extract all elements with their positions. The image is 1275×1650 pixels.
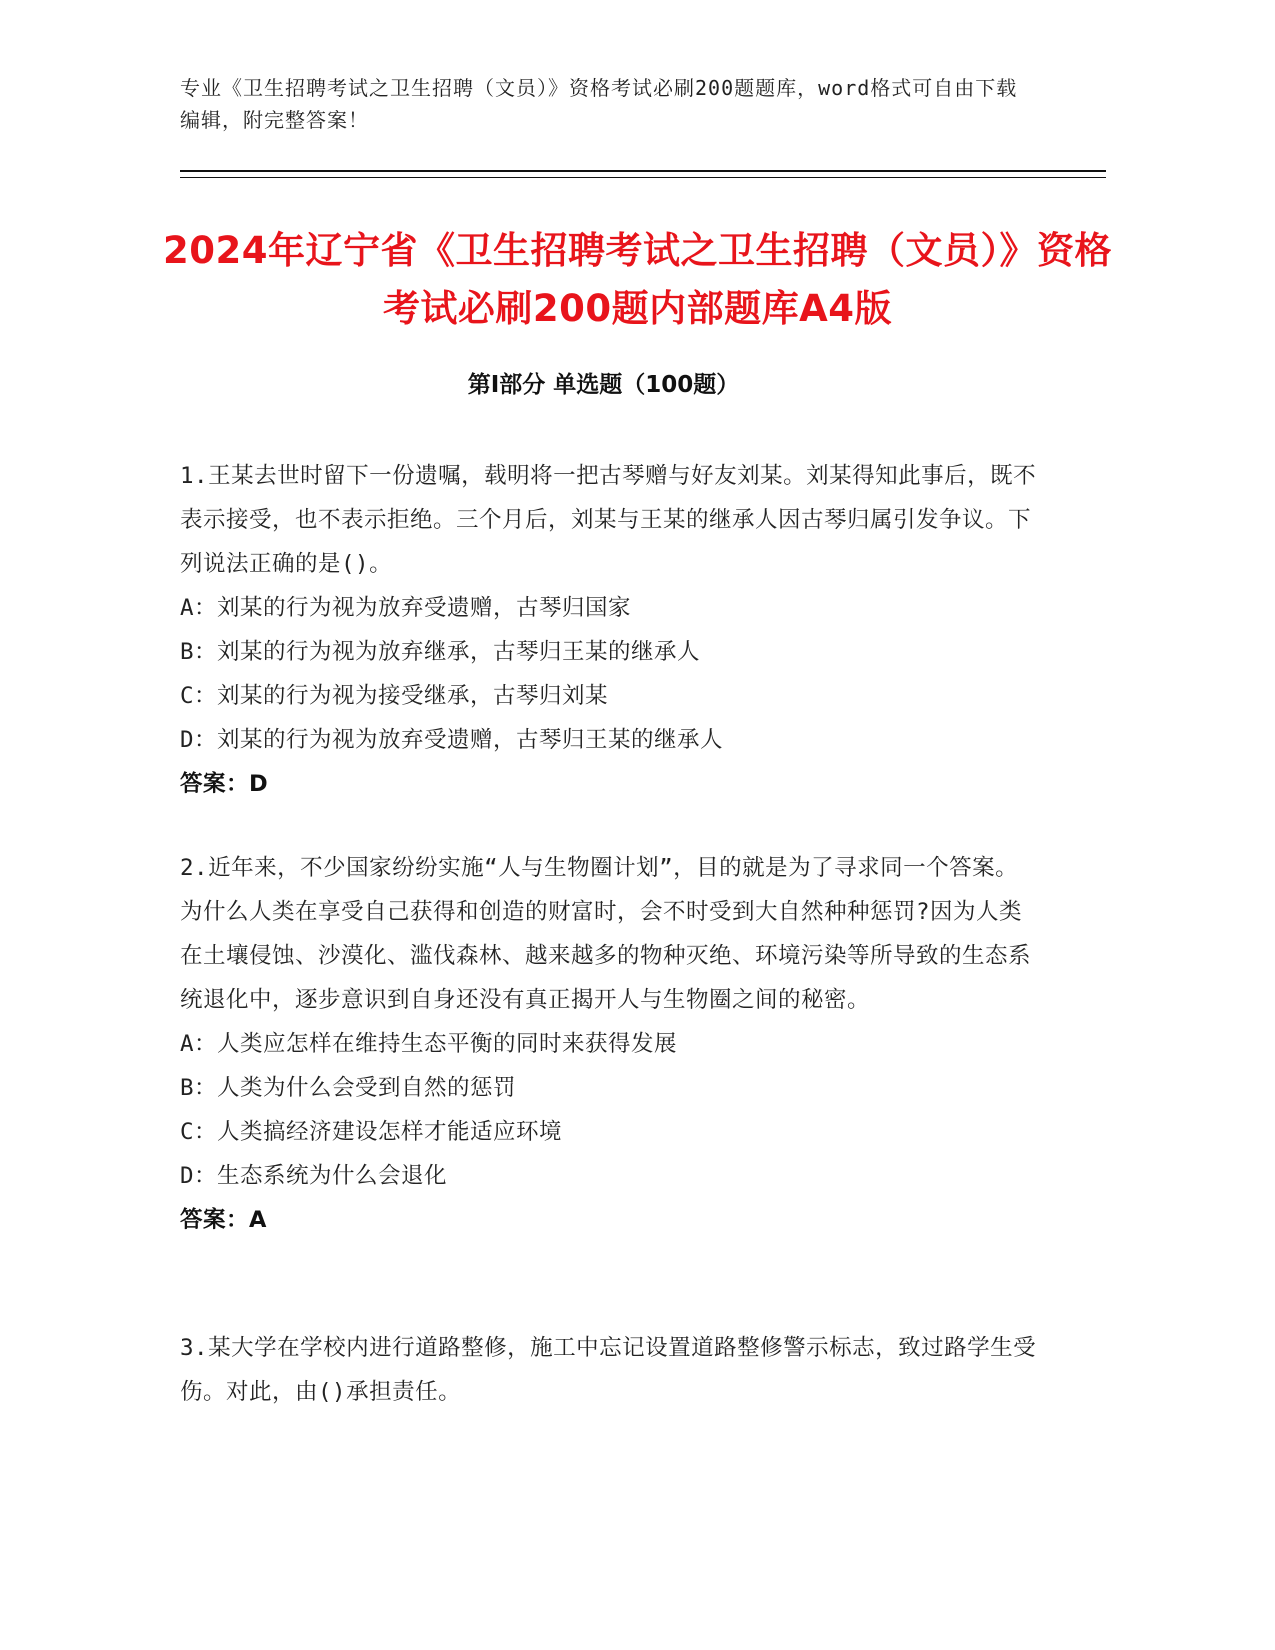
answer-line: 答案：A: [180, 1207, 267, 1233]
header-divider: [180, 170, 1106, 172]
option-a: A：刘某的行为视为放弃受遗赠，古琴归国家: [180, 595, 632, 621]
document-title: 2024年辽宁省《卫生招聘考试之卫生招聘（文员）》资格考试必刷200题内部题库A4版: [163, 229, 1112, 330]
question-stem: 1.王某去世时留下一份遗嘱，载明将一把古琴赠与好友刘某。刘某得知此事后，既不表示接受，也不表示拒绝。三个月后，刘某与王某的继承人因古琴归属引发争议。下列说法正确的是()。: [180, 463, 1037, 577]
option-c: C：刘某的行为视为接受继承，古琴归刘某: [180, 683, 609, 709]
header-note: 专业《卫生招聘考试之卫生招聘（文员）》资格考试必刷200题题库，word格式可自由下载编辑，附完整答案！: [180, 76, 1018, 132]
question-stem: 3.某大学在学校内进行道路整修，施工中忘记设置道路整修警示标志，致过路学生受伤。对此，由()承担责任。: [180, 1335, 1037, 1405]
question-item: [180, 454, 1040, 806]
question-stem: 2.近年来，不少国家纷纷实施“人与生物圈计划”，目的就是为了寻求同一个答案。为什么人类在享受自己获得和创造的财富时，会不时受到大自然种种惩罚?因为人类在土壤侵蚀、沙漠化、滥伐森林、越来越多的物种灭绝、环境污染等所导致的生态系统退化中，逐步意识到自身还没有真正揭开人与生物圈之间的秘密。: [180, 855, 1032, 1013]
header-divider-thin: [180, 177, 1106, 178]
answer-line: 答案：D: [180, 771, 269, 797]
question-item: [180, 846, 1040, 1242]
section-heading: 第I部分 单选题（100题）: [467, 372, 740, 398]
option-a: A：人类应怎样在维持生态平衡的同时来获得发展: [180, 1031, 678, 1057]
option-b: B：人类为什么会受到自然的惩罚: [180, 1075, 517, 1101]
option-d: D：生态系统为什么会退化: [180, 1163, 448, 1189]
question-item: [180, 1326, 1040, 1414]
option-c: C：人类搞经济建设怎样才能适应环境: [180, 1119, 563, 1145]
option-d: D：刘某的行为视为放弃受遗赠，古琴归王某的继承人: [180, 727, 724, 753]
option-b: B：刘某的行为视为放弃继承，古琴归王某的继承人: [180, 639, 701, 665]
